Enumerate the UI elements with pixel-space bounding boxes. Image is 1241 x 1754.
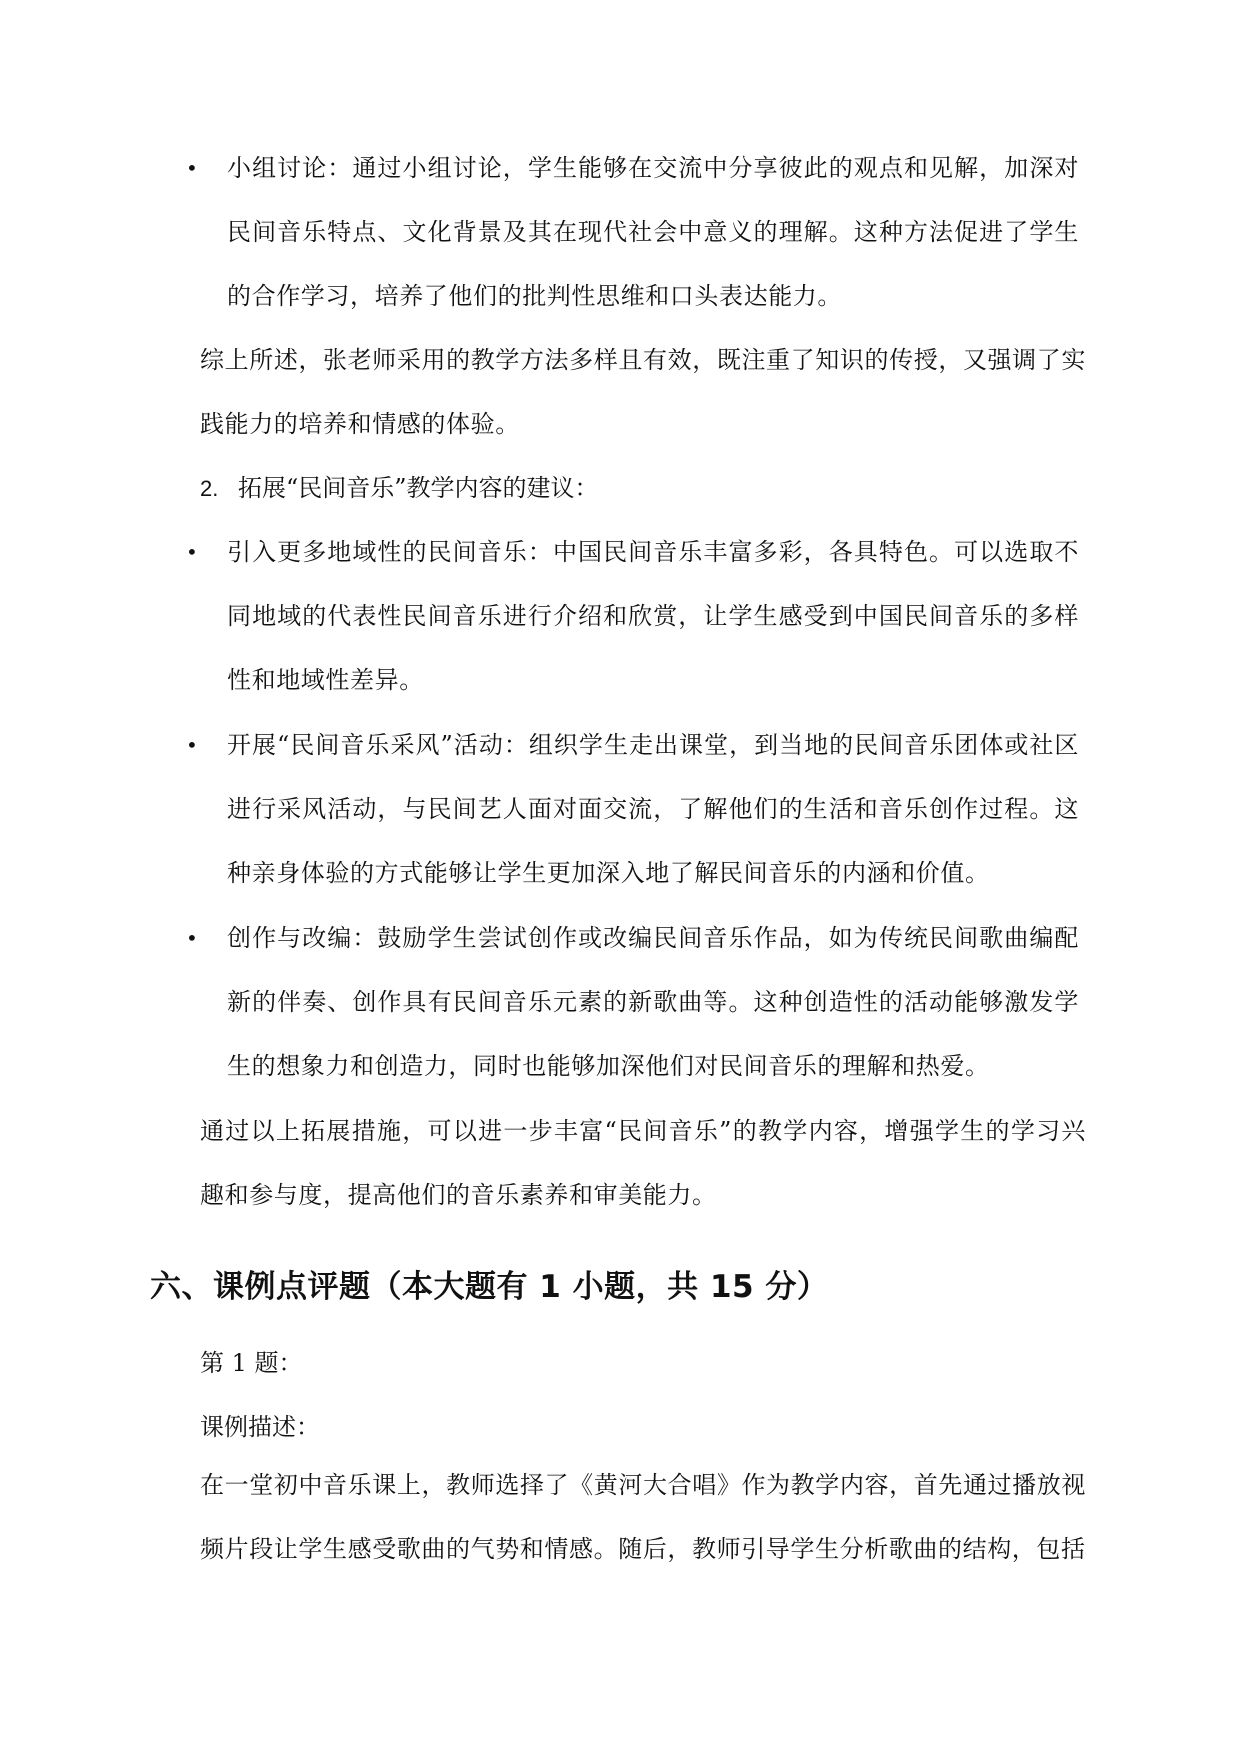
case-paragraph: 在一堂初中音乐课上，教师选择了《黄河大合唱》作为教学内容，首先通过播放视频片段让学生感受歌曲的气势和情感。随后，教师引导学生分析歌曲的结构，包括 — [200, 1471, 1086, 1563]
bullet-item-creation-adaptation — [186, 906, 1086, 1098]
numbered-heading-text: 拓展“民间音乐”教学内容的建议： — [238, 474, 599, 502]
section-heading: 六、课例点评题（本大题有 1 小题，共 15 分） — [150, 1269, 829, 1305]
bullet-text: 引入更多地域性的民间音乐：中国民间音乐丰富多彩，各具特色。可以选取不同地域的代表性民间音乐进行介绍和欣赏，让学生感受到中国民间音乐的多样性和地域性差异。 — [227, 538, 1079, 694]
summary-paragraph: 综上所述，张老师采用的教学方法多样且有效，既注重了知识的传授，又强调了实践能力的培养和情感的体验。 — [200, 346, 1086, 438]
bullet-icon: • — [186, 926, 198, 950]
bullet-text: 小组讨论：通过小组讨论，学生能够在交流中分享彼此的观点和见解，加深对民间音乐特点、文化背景及其在现代社会中意义的理解。这种方法促进了学生的合作学习，培养了他们的批判性思维和口头表达能力。 — [227, 154, 1079, 310]
bullet-icon: • — [186, 733, 198, 757]
numbered-heading — [200, 456, 1000, 521]
description-label: 课例描述： — [200, 1413, 320, 1441]
bullet-text: 创作与改编：鼓励学生尝试创作或改编民间音乐作品，如为传统民间歌曲编配新的伴奏、创作具有民间音乐元素的新歌曲等。这种创造性的活动能够激发学生的想象力和创造力，同时也能够加深他们对民间音乐的理解和热爱。 — [227, 924, 1079, 1080]
bullet-item-field-collection — [186, 713, 1086, 905]
list-number: 2. — [200, 476, 219, 501]
bullet-item-regional-music — [186, 520, 1086, 712]
bullet-icon: • — [186, 540, 198, 564]
closing-paragraph: 通过以上拓展措施，可以进一步丰富“民间音乐”的教学内容，增强学生的学习兴趣和参与度，提高他们的音乐素养和审美能力。 — [200, 1117, 1086, 1209]
bullet-item-group-discussion — [186, 136, 1086, 328]
bullet-icon: • — [186, 156, 198, 180]
question-label: 第 1 题： — [200, 1349, 303, 1377]
bullet-text: 开展“民间音乐采风”活动：组织学生走出课堂，到当地的民间音乐团体或社区进行采风活动，与民间艺人面对面交流，了解他们的生活和音乐创作过程。这种亲身体验的方式能够让学生更加深入地了解民间音乐的内涵和价值。 — [227, 731, 1079, 887]
